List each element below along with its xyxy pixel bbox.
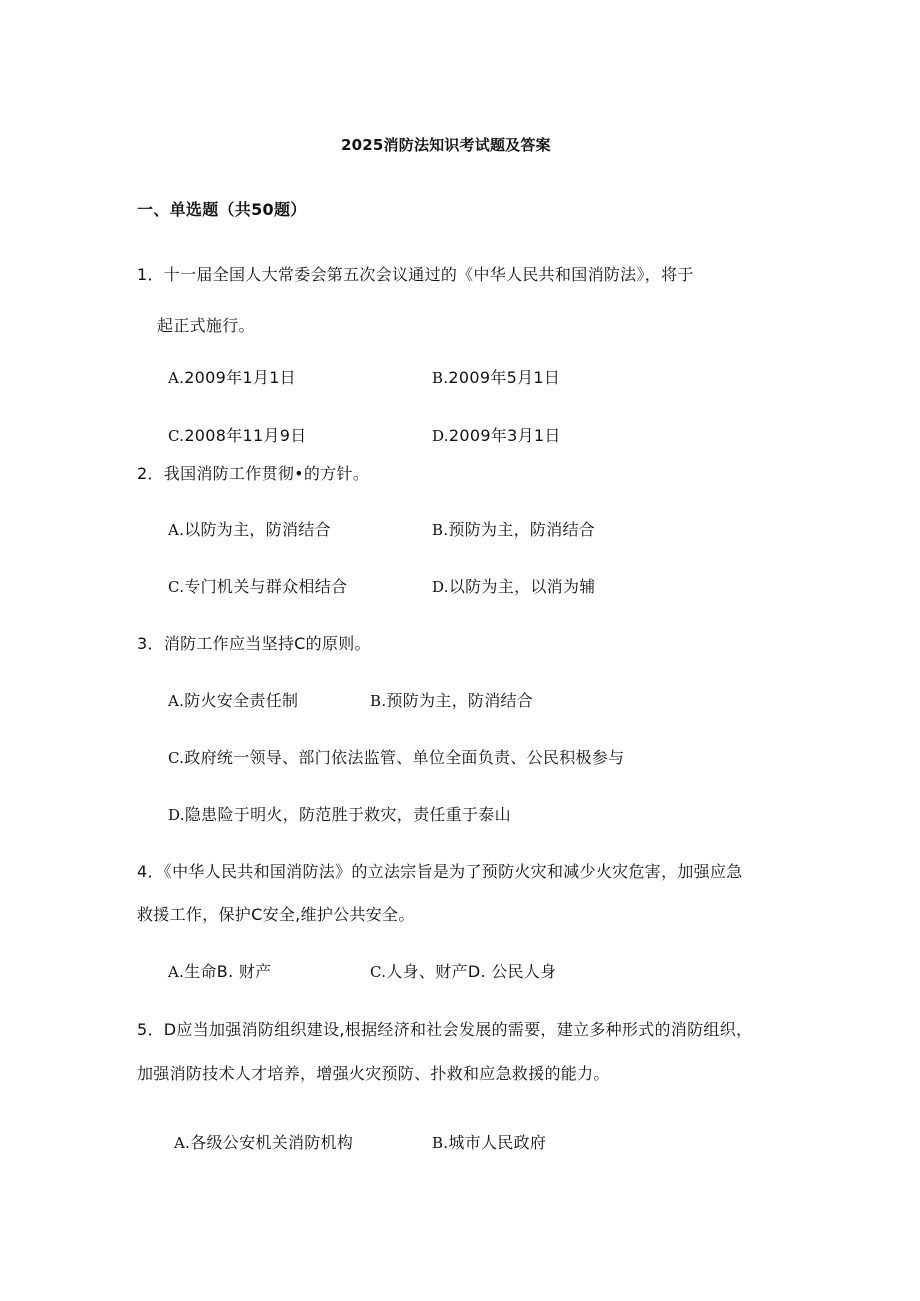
question-1-stem	[137, 265, 694, 285]
question-number: 1	[137, 265, 148, 284]
question-5-stem	[137, 1020, 752, 1040]
question-4-option-c	[370, 962, 556, 982]
option-letter: A.	[174, 1134, 191, 1152]
option-text: 2009年1月1日	[184, 368, 296, 387]
question-3-option-b	[370, 691, 533, 711]
option-letter: D.	[168, 806, 185, 824]
question-3-option-d	[168, 805, 511, 825]
question-3-stem	[137, 634, 371, 654]
question-1-option-c	[168, 426, 307, 446]
option-text: 专门机关与群众相结合	[184, 577, 348, 596]
question-5-stem-continued: 加强消防技术人才培养，增强火灾预防、扑救和应急救援的能力。	[137, 1064, 610, 1083]
option-letter: B.	[432, 1134, 449, 1152]
option-letter: C.	[168, 749, 185, 767]
document-title: 2025消防法知识考试题及答案	[341, 136, 551, 154]
option-letter: B.	[432, 521, 449, 539]
question-5-option-a	[174, 1133, 353, 1153]
section-heading: 一、单选题（共50题）	[137, 200, 307, 219]
option-text: 政府统一领导、部门依法监管、单位全面负责、公民积极参与	[184, 748, 625, 767]
question-2-option-a	[168, 520, 331, 540]
question-text: ．十一届全国人大常委会第五次会议通过的《中华人民共和国消防法》，将于	[147, 265, 694, 284]
option-text: 2008年11月9日	[184, 426, 307, 445]
option-text: 人身、财产D. 公民人身	[386, 962, 557, 981]
question-1-option-b	[432, 368, 560, 388]
option-text: 以防为主，防消结合	[184, 520, 331, 539]
question-4-stem-continued: 救援工作，保护C安全,维护公共安全。	[137, 905, 415, 924]
option-letter: C.	[168, 578, 185, 596]
question-3-option-c	[168, 748, 624, 768]
option-letter: D.	[432, 578, 449, 596]
question-number: 5	[137, 1020, 148, 1039]
option-text: 2009年3月1日	[448, 426, 561, 445]
question-2-option-c	[168, 577, 347, 597]
option-text: 隐患险于明火，防范胜于救灾，责任重于泰山	[184, 805, 511, 824]
option-text: 各级公安机关消防机构	[190, 1133, 354, 1152]
option-letter: D.	[432, 427, 449, 445]
option-text: 城市人民政府	[448, 1133, 547, 1152]
option-letter: B.	[370, 692, 387, 710]
option-letter: C.	[168, 427, 185, 445]
question-number: 2	[137, 464, 148, 483]
question-text: ．D应当加强消防组织建设,根据经济和社会发展的需要，建立多种形式的消防组织，	[147, 1020, 753, 1039]
question-5-option-b	[432, 1133, 546, 1153]
option-text: 生命B. 财产	[184, 962, 272, 981]
option-text: 预防为主，防消结合	[386, 691, 534, 710]
question-number: 4	[137, 862, 148, 881]
question-1-stem-continued: 起正式施行。	[157, 316, 255, 335]
question-text: ．我国消防工作贯彻•的方针。	[147, 464, 370, 483]
question-2-option-d	[432, 577, 596, 597]
question-2-option-b	[432, 520, 595, 540]
question-text: ．消防工作应当坚持C的原则。	[147, 634, 371, 653]
option-letter: A.	[168, 692, 185, 710]
question-2-stem	[137, 464, 369, 484]
question-1-option-a	[168, 368, 296, 388]
option-letter: A.	[168, 963, 185, 981]
option-letter: C.	[370, 963, 387, 981]
option-text: 预防为主，防消结合	[448, 520, 596, 539]
option-letter: A.	[168, 521, 185, 539]
question-number: 3	[137, 634, 148, 653]
question-3-option-a	[168, 691, 298, 711]
option-text: 以防为主，以消为辅	[448, 577, 596, 596]
question-text: ．《中华人民共和国消防法》的立法宗旨是为了预防火灾和减少火灾危害，加强应急	[147, 862, 743, 881]
option-letter: A.	[168, 369, 185, 387]
question-4-option-a	[168, 962, 271, 982]
option-letter: B.	[432, 369, 449, 387]
option-text: 防火安全责任制	[184, 691, 299, 710]
question-4-stem	[137, 862, 743, 882]
option-text: 2009年5月1日	[448, 368, 561, 387]
question-1-option-d	[432, 426, 561, 446]
